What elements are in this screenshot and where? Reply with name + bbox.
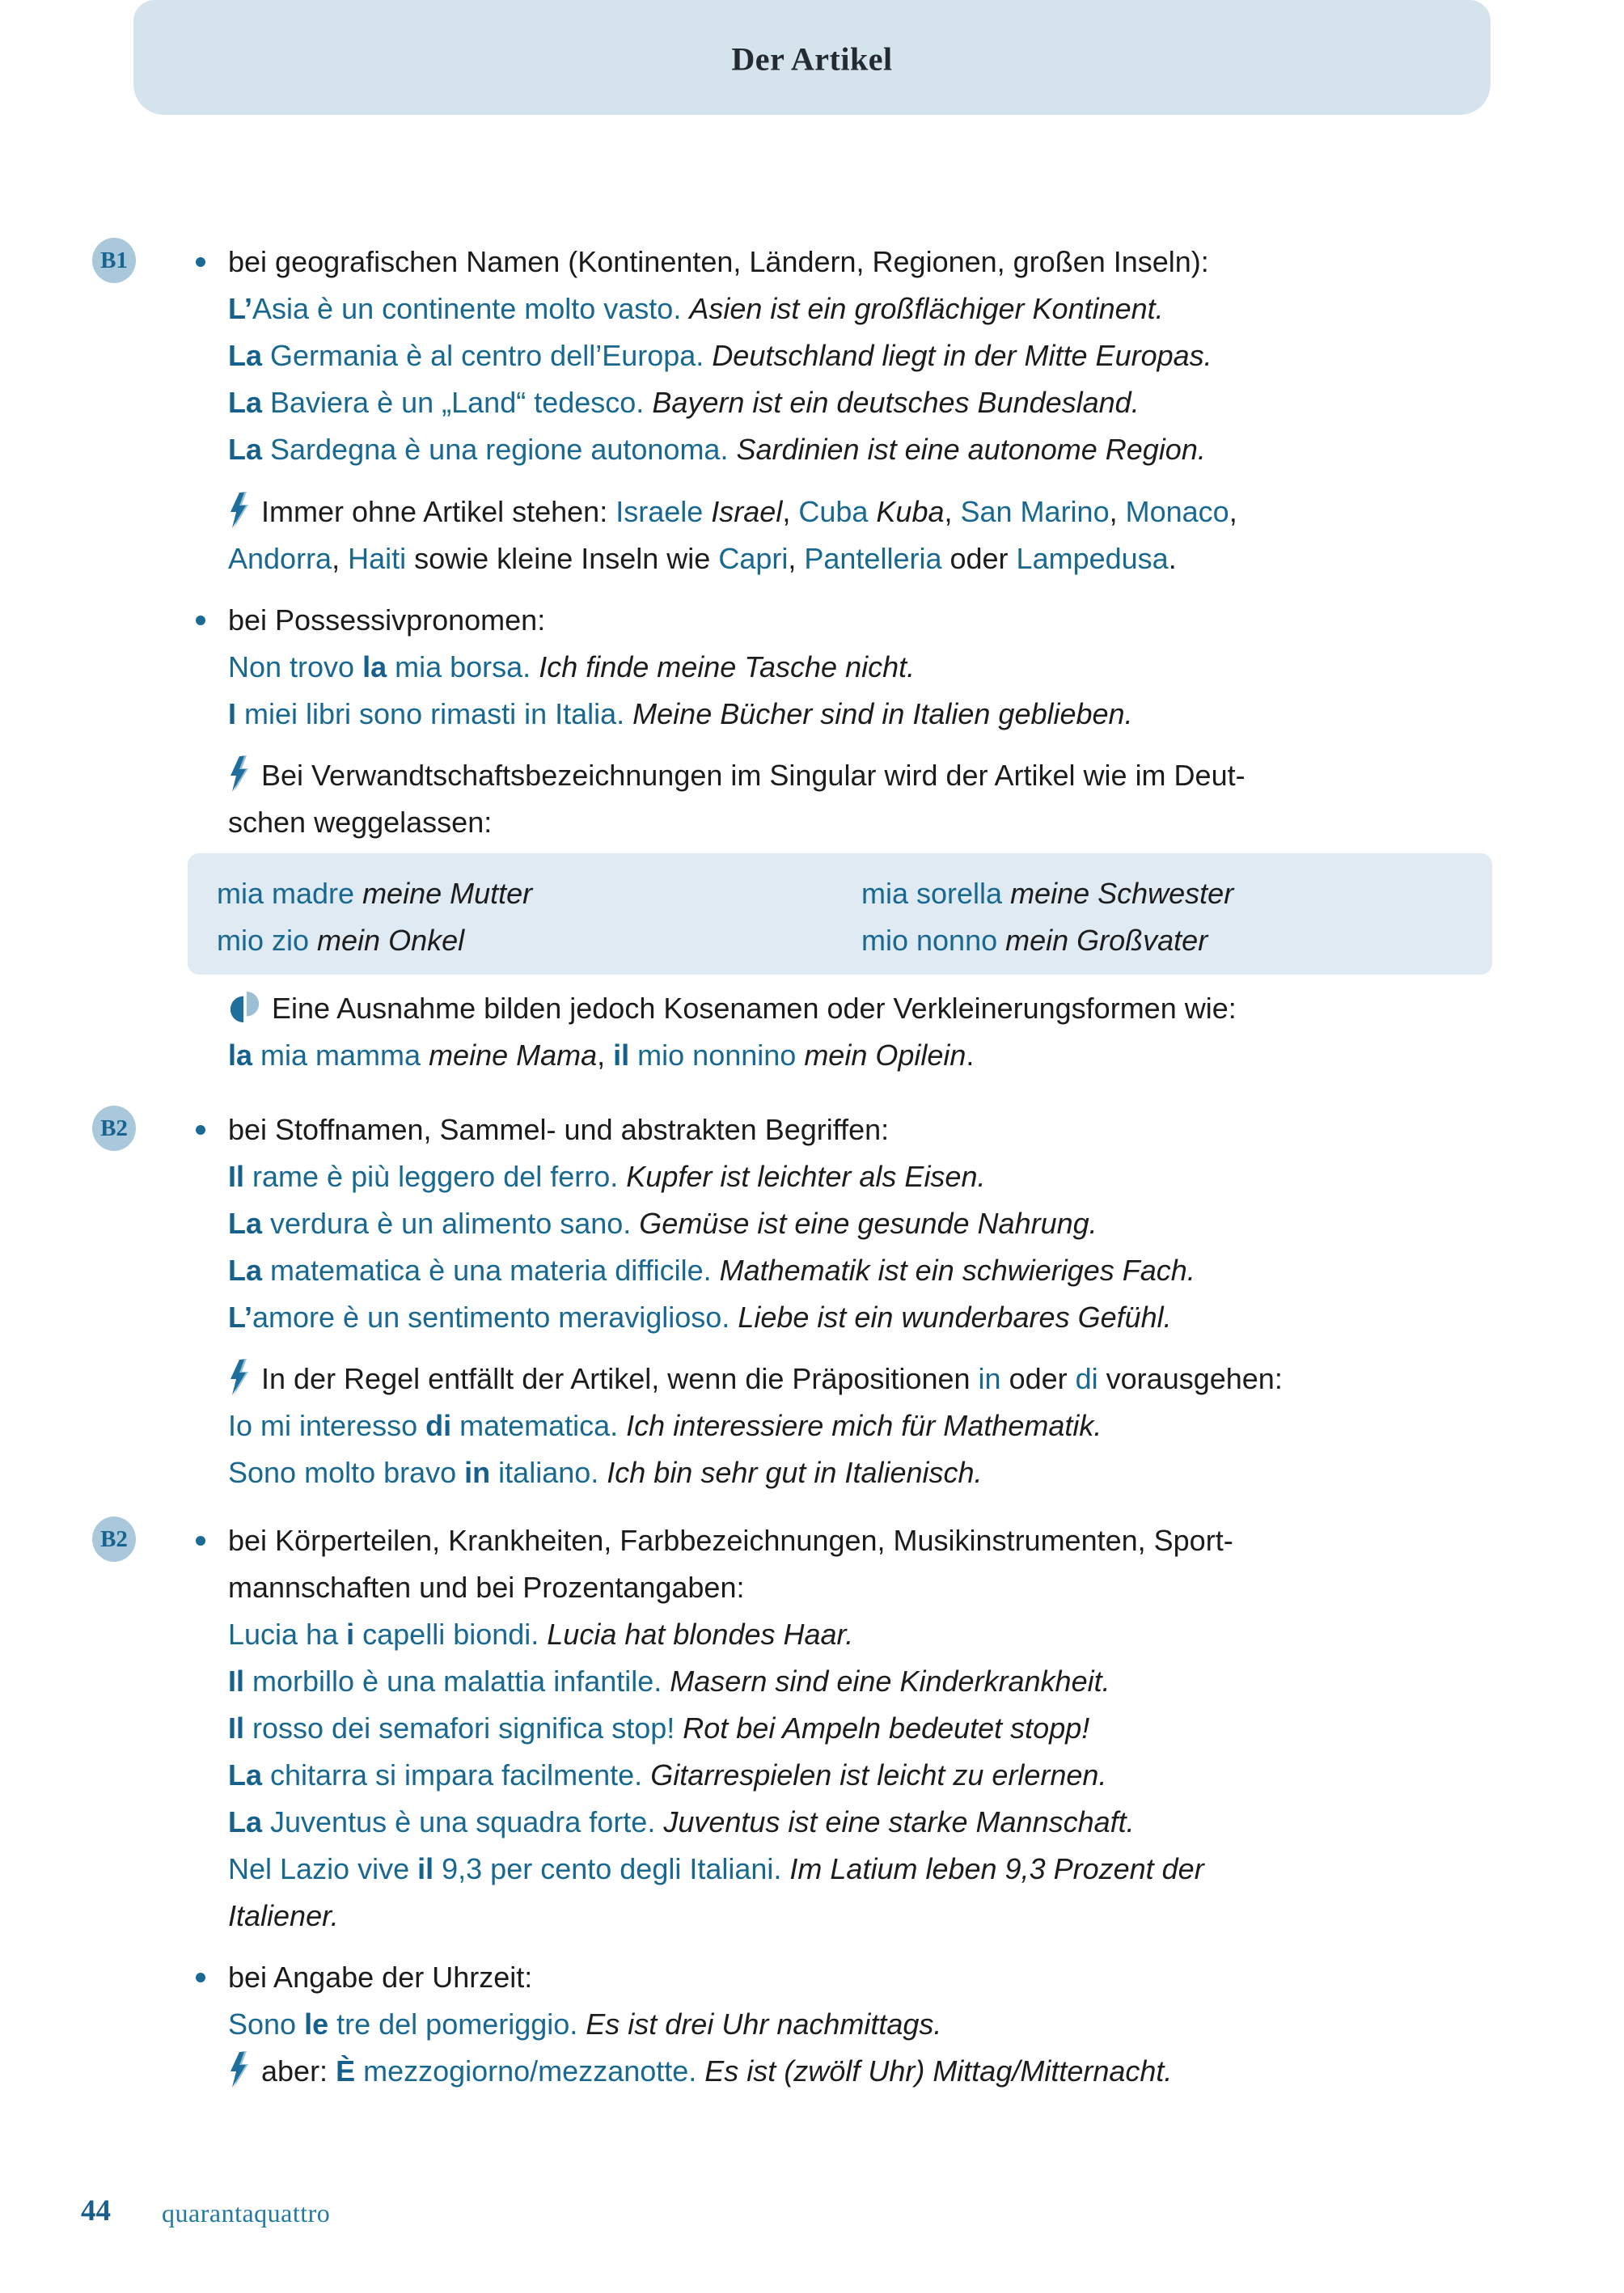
text-segment: i: [346, 1618, 355, 1651]
section-body-parts: [228, 1517, 1233, 1940]
vocab-box-column: [861, 870, 1233, 964]
text-segment: Sono: [228, 2007, 305, 2041]
text-segment: Israel: [711, 495, 783, 528]
level-badge-label: B1: [100, 247, 128, 273]
text-segment: di: [1075, 1362, 1098, 1395]
text-segment: 9,3 per cento degli Italiani.: [433, 1852, 790, 1885]
text-segment: La: [228, 386, 263, 419]
text-segment: mio nonno: [861, 924, 1006, 957]
text-segment: le: [304, 2007, 329, 2041]
section-materials-abstract: [228, 1106, 1195, 1341]
text-segment: morbillo è una malattia infantile.: [244, 1665, 670, 1698]
text-segment: Capri: [718, 542, 789, 575]
text-segment: .: [966, 1039, 975, 1072]
text-segment: meine Schwester: [1010, 877, 1234, 910]
level-badge-b1: [92, 238, 136, 283]
text-segment: Gemüse ist eine gesunde Nahrung.: [639, 1207, 1097, 1240]
vocab-entry: [861, 917, 1233, 964]
text-segment: ,: [597, 1039, 614, 1072]
example-line: [228, 1611, 1233, 1658]
text-segment: mia sorella: [861, 877, 1011, 910]
text-segment: il: [613, 1039, 630, 1072]
text-segment: Gitarrespielen ist leicht zu erlernen.: [650, 1758, 1107, 1792]
note-kinship-terms: [228, 752, 1245, 846]
text-segment: in: [978, 1362, 1001, 1395]
text-segment: ,: [782, 495, 799, 528]
text-segment: Baviera è un „Land“ tedesco.: [262, 386, 653, 419]
text-segment: ,: [332, 542, 349, 575]
page-title: Der Artikel: [731, 40, 893, 78]
text-segment: miei libri sono rimasti in Italia.: [236, 697, 633, 730]
example-line: [228, 2001, 1172, 2048]
text-segment: Sardinien ist eine autonome Region.: [736, 433, 1206, 466]
text-segment: mia borsa.: [387, 650, 539, 683]
heading-text: bei Angabe der Uhrzeit:: [228, 1961, 533, 1994]
vocab-entry: [217, 917, 532, 964]
bullet-heading: [228, 1954, 1172, 2001]
bullet-dot-icon: [196, 1536, 205, 1546]
note-line: [228, 1032, 1237, 1079]
heading-text: bei Körperteilen, Krankheiten, Farbbezeichnungen, Musikinstrumenten, Sport-: [228, 1524, 1233, 1557]
text-segment: verdura è un alimento sano.: [262, 1207, 640, 1240]
bullet-heading: [228, 1517, 1233, 1564]
text-segment: La: [228, 1805, 263, 1838]
example-line: [228, 426, 1212, 473]
vocab-box: [188, 853, 1492, 975]
text-segment: Immer ohne Artikel stehen:: [261, 495, 616, 528]
section-possessive-pronouns: [228, 597, 1133, 738]
text-segment: L’: [228, 1301, 253, 1334]
text-segment: matematica è una materia difficile.: [262, 1254, 720, 1287]
text-segment: mio nonnino: [629, 1039, 805, 1072]
note-no-article-countries: [228, 489, 1237, 582]
text-segment: Non trovo: [228, 650, 363, 683]
text-segment: la: [362, 650, 387, 683]
note-exception-pet-names: [228, 985, 1237, 1079]
text-segment: il: [417, 1852, 434, 1885]
text-segment: rosso dei semafori significa stop!: [244, 1711, 683, 1745]
example-line: [228, 1799, 1233, 1846]
text-segment: ,: [1109, 495, 1126, 528]
lightning-icon: [228, 1359, 249, 1396]
bullet-dot-icon: [196, 616, 205, 625]
text-segment: la: [228, 1039, 253, 1072]
text-segment: La: [228, 1207, 263, 1240]
lightning-icon: [228, 755, 249, 793]
note-line: [228, 752, 1245, 799]
note-line: [228, 1356, 1283, 1402]
text-segment: Bayern ist ein deutsches Bundesland.: [652, 386, 1140, 419]
text-segment: Mathematik ist ein schwieriges Fach.: [719, 1254, 1195, 1287]
text-segment: Im Latium leben 9,3 Prozent der: [789, 1852, 1204, 1885]
text-segment: Ich interessiere mich für Mathematik.: [626, 1409, 1102, 1442]
example-line: [228, 644, 1133, 691]
text-segment: Asia è un continente molto vasto.: [252, 292, 690, 325]
text-segment: La: [228, 339, 263, 372]
text-segment: aber:: [261, 2054, 336, 2088]
text-segment: Il: [228, 1711, 245, 1745]
text-segment: Pantelleria: [804, 542, 942, 575]
half-circle-icon: [228, 990, 262, 1026]
text-segment: È: [336, 2054, 356, 2088]
text-segment: Il: [228, 1160, 245, 1193]
text-segment: Andorra: [228, 542, 332, 575]
text-segment: mein Großvater: [1005, 924, 1208, 957]
text-segment: tre del pomeriggio.: [328, 2007, 586, 2041]
note-line: [228, 489, 1237, 535]
text-segment: schen weggelassen:: [228, 806, 493, 839]
vocab-entry: [861, 870, 1233, 917]
example-line: [228, 1752, 1233, 1799]
note-line: [228, 1449, 1283, 1496]
text-segment: Io mi interesso: [228, 1409, 426, 1442]
text-segment: meine Mutter: [362, 877, 533, 910]
text-segment: italiano.: [490, 1456, 607, 1489]
level-badge-b2-materials: [92, 1106, 136, 1151]
text-segment: Eine Ausnahme bilden jedoch Kosenamen oder Verkleinerungsformen wie:: [272, 992, 1237, 1025]
example-line: [228, 1153, 1195, 1200]
bullet-heading: [228, 597, 1133, 644]
heading-text: bei geografischen Namen (Kontinenten, Ländern, Regionen, großen Inseln):: [228, 245, 1209, 278]
text-segment: Monaco: [1125, 495, 1229, 528]
example-line: [228, 1705, 1233, 1752]
note-line: [228, 535, 1237, 582]
text-segment: Juventus è una squadra forte.: [262, 1805, 664, 1838]
bullet-dot-icon: [196, 1973, 205, 1982]
level-badge-b2-body: [92, 1517, 136, 1562]
text-segment: Lampedusa: [1016, 542, 1169, 575]
text-segment: Es ist drei Uhr nachmittags.: [586, 2007, 942, 2041]
text-segment: Liebe ist ein wunderbares Gefühl.: [738, 1301, 1172, 1334]
text-segment: Lucia hat blondes Haar.: [547, 1618, 854, 1651]
text-segment: mein Onkel: [317, 924, 465, 957]
text-segment: di: [425, 1409, 452, 1442]
example-line: [228, 286, 1212, 332]
text-segment: .: [1168, 542, 1177, 575]
bullet-dot-icon: [196, 257, 205, 267]
text-segment: Ich finde meine Tasche nicht.: [539, 650, 916, 683]
vocab-entry: [217, 870, 532, 917]
note-line: [228, 1402, 1283, 1449]
text-segment: Meine Bücher sind in Italien geblieben.: [632, 697, 1133, 730]
section-geographic-names: [228, 239, 1212, 473]
text-segment: La: [228, 1758, 263, 1792]
header-band: [133, 0, 1491, 115]
text-segment: Israele: [615, 495, 712, 528]
text-segment: mein Opilein: [804, 1039, 966, 1072]
level-badge-label: B2: [100, 1115, 128, 1141]
text-segment: meine Mama: [429, 1039, 598, 1072]
text-segment: rame è più leggero del ferro.: [244, 1160, 627, 1193]
example-line: [228, 379, 1212, 426]
text-segment: L’: [228, 292, 253, 325]
example-line: [228, 1247, 1195, 1294]
text-segment: oder: [1000, 1362, 1076, 1395]
text-segment: Bei Verwandtschaftsbezeichnungen im Singular wird der Artikel wie im Deut-: [261, 759, 1245, 792]
text-segment: mio zio: [217, 924, 318, 957]
text-segment: matematica.: [451, 1409, 627, 1442]
text-segment: Cuba: [798, 495, 877, 528]
heading-text: bei Possessivpronomen:: [228, 603, 546, 637]
text-segment: amore è un sentimento meraviglioso.: [252, 1301, 738, 1334]
text-segment: San Marino: [960, 495, 1110, 528]
text-segment: Es ist (zwölf Uhr) Mittag/Mitternacht.: [704, 2054, 1173, 2088]
text-segment: I: [228, 697, 237, 730]
text-segment: Rot bei Ampeln bedeutet stopp!: [683, 1711, 1090, 1745]
lightning-icon: [228, 492, 249, 529]
example-line: [228, 1294, 1195, 1341]
text-segment: capelli biondi.: [354, 1618, 548, 1651]
text-segment: Haiti: [348, 542, 407, 575]
example-line: [228, 691, 1133, 738]
text-segment: In der Regel entfällt der Artikel, wenn die Präpositionen: [261, 1362, 979, 1395]
text-segment: Sono molto bravo: [228, 1456, 465, 1489]
text-segment: vorausgehen:: [1097, 1362, 1283, 1395]
text-segment: mia mamma: [252, 1039, 429, 1072]
page-number-word: quarantaquattro: [162, 2198, 331, 2227]
lightning-icon: [228, 2051, 249, 2088]
example-line: [228, 332, 1212, 379]
bullet-dot-icon: [196, 1125, 205, 1135]
vocab-box-column: [217, 870, 532, 964]
text-segment: Italiener.: [228, 1899, 339, 1932]
text-segment: La: [228, 1254, 263, 1287]
text-segment: Lucia ha: [228, 1618, 347, 1651]
note-line: [228, 2048, 1172, 2095]
text-segment: Masern sind eine Kinderkrankheit.: [670, 1665, 1110, 1698]
heading-text: bei Stoffnamen, Sammel- und abstrakten Begriffen:: [228, 1113, 890, 1146]
note-line: [228, 985, 1237, 1032]
text-segment: ,: [944, 495, 961, 528]
text-segment: sowie kleine Inseln wie: [406, 542, 719, 575]
level-badge-label: B2: [100, 1525, 128, 1552]
heading-text-continuation: mannschaften und bei Prozentangaben:: [228, 1571, 745, 1604]
text-segment: in: [464, 1456, 491, 1489]
bullet-heading: [228, 239, 1212, 286]
text-segment: Kuba: [876, 495, 945, 528]
text-segment: ,: [1229, 495, 1237, 528]
text-segment: Germania è al centro dell’Europa.: [262, 339, 713, 372]
text-segment: Sardegna è una regione autonoma.: [262, 433, 737, 466]
example-line-continuation: [228, 1893, 1233, 1940]
text-segment: Nel Lazio vive: [228, 1852, 418, 1885]
text-segment: mezzogiorno/mezzanotte.: [355, 2054, 705, 2088]
text-segment: Il: [228, 1665, 245, 1698]
text-segment: oder: [941, 542, 1017, 575]
note-prepositions: [228, 1356, 1283, 1496]
section-time-of-day: [228, 1954, 1172, 2095]
example-line: [228, 1200, 1195, 1247]
bullet-heading: [228, 1106, 1195, 1153]
text-segment: Juventus ist eine starke Mannschaft.: [663, 1805, 1135, 1838]
note-line: [228, 799, 1245, 846]
page-number: 44: [81, 2194, 111, 2227]
example-line: [228, 1846, 1233, 1893]
example-line: [228, 1658, 1233, 1705]
text-segment: Ich bin sehr gut in Italienisch.: [607, 1456, 983, 1489]
text-segment: mia madre: [217, 877, 363, 910]
text-segment: Kupfer ist leichter als Eisen.: [626, 1160, 986, 1193]
text-segment: Asien ist ein großflächiger Kontinent.: [689, 292, 1164, 325]
text-segment: chitarra si impara facilmente.: [262, 1758, 651, 1792]
text-segment: La: [228, 433, 263, 466]
text-segment: ,: [788, 542, 805, 575]
text-segment: Deutschland liegt in der Mitte Europas.: [712, 339, 1212, 372]
